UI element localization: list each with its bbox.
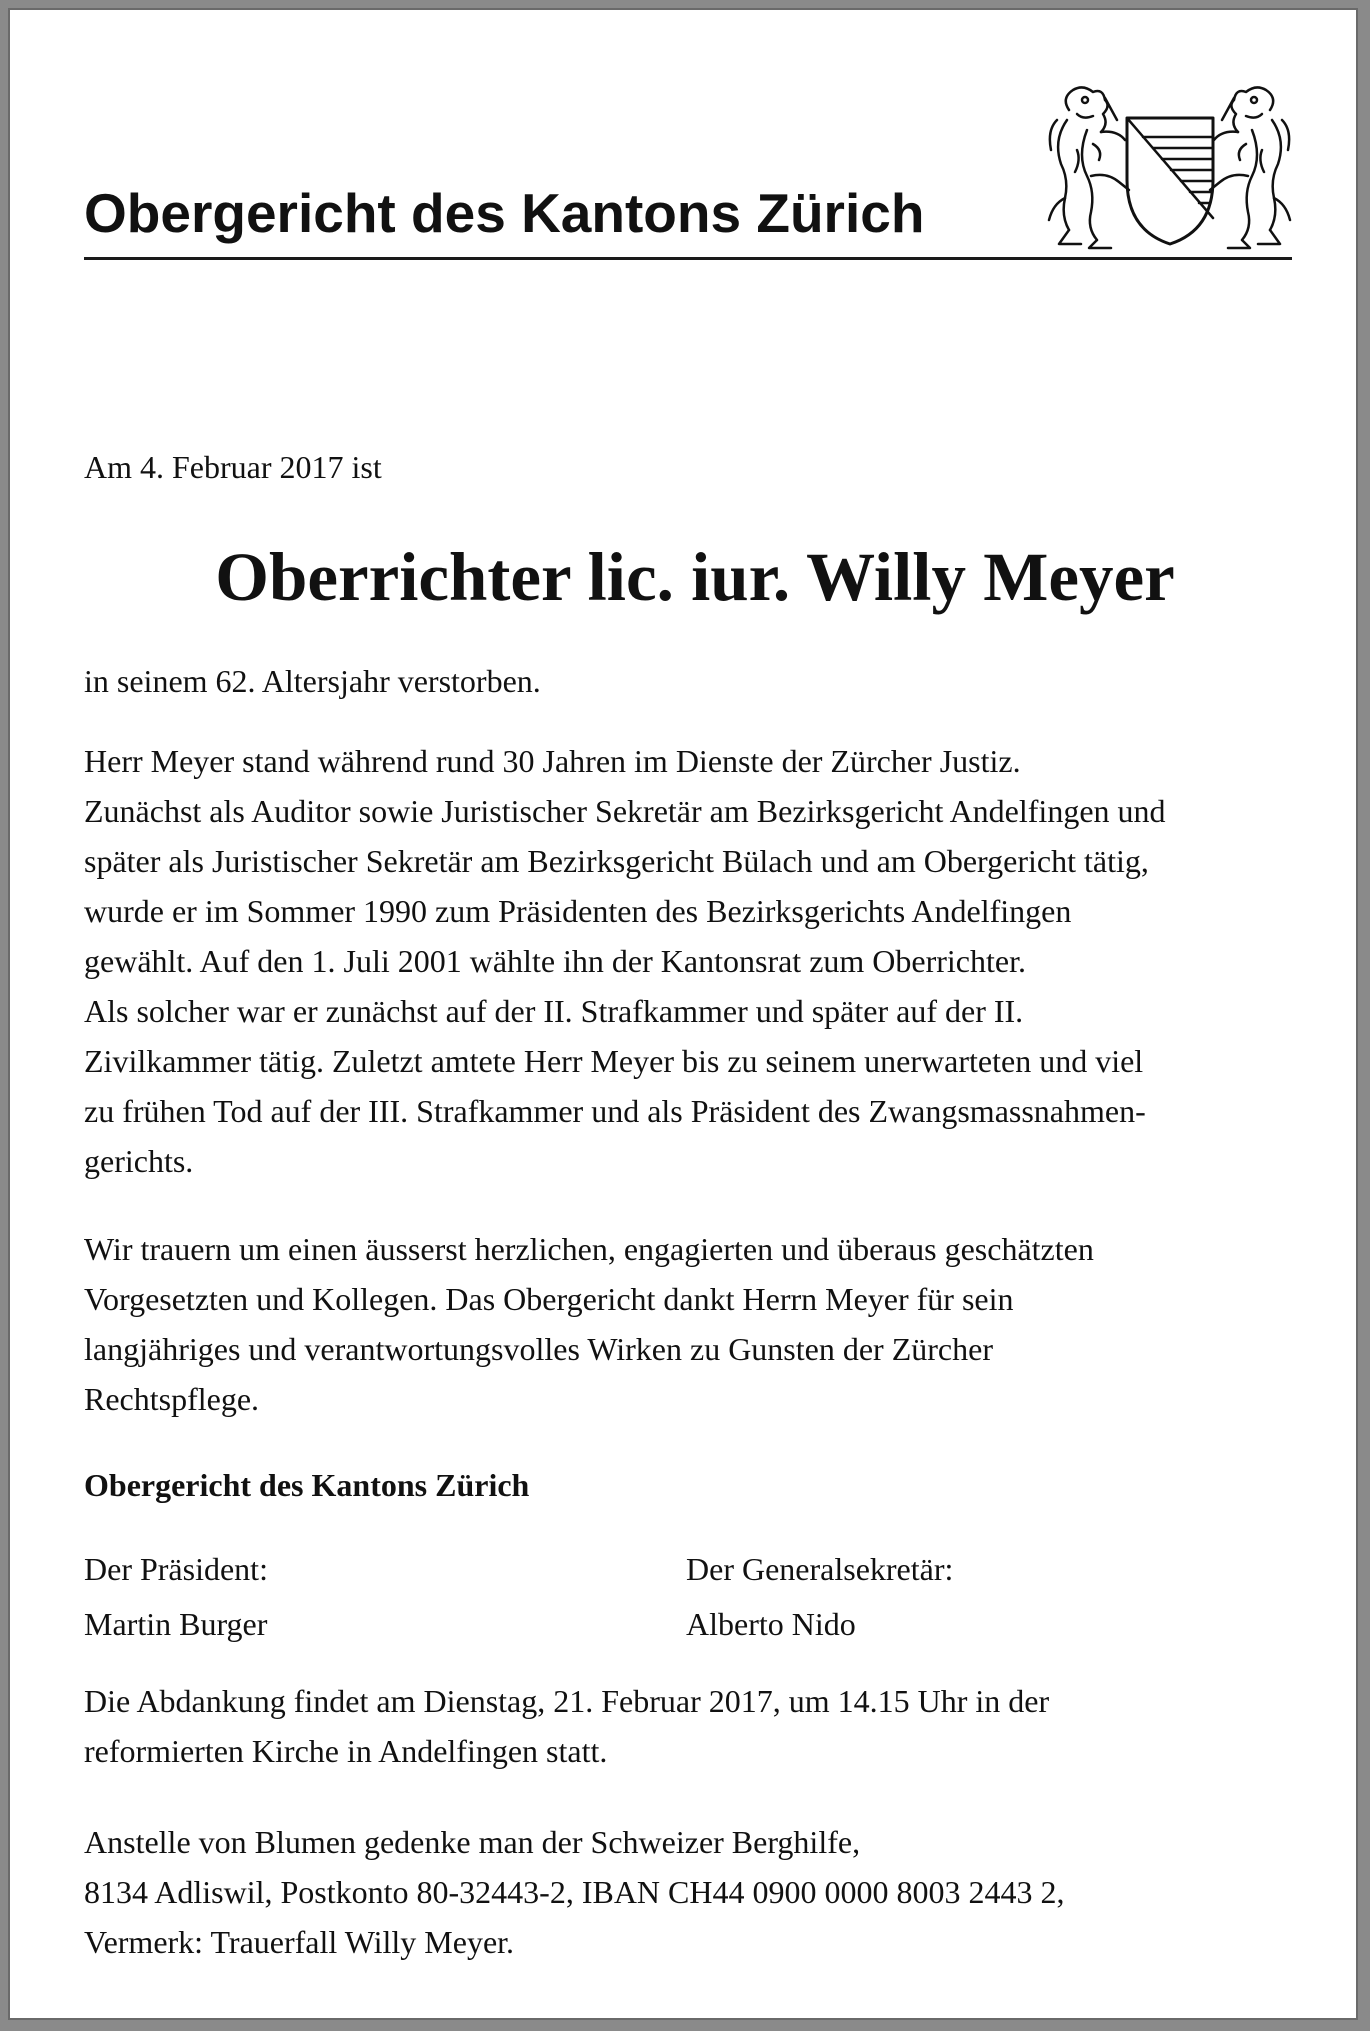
- funeral-paragraph: [84, 1676, 1304, 1776]
- paragraph-line: Zivilkammer tätig. Zuletzt amtete Herr Meyer bis zu seinem unerwarteten und viel: [84, 1043, 1144, 1079]
- paragraph-line: Zunächst als Auditor sowie Juristischer Sekretär am Bezirksgericht Andelfingen und: [84, 793, 1166, 829]
- paragraph-line: 8134 Adliswil, Postkonto 80-32443-2, IBAN CH44 0900 0000 8003 2443 2,: [84, 1874, 1065, 1910]
- secretary-name: Alberto Nido: [686, 1606, 856, 1642]
- paragraph-line: später als Juristischer Sekretär am Bezirksgericht Bülach und am Obergericht tätig,: [84, 843, 1149, 879]
- president-signature: [84, 1542, 268, 1652]
- court-title: Obergericht des Kantons Zürich: [84, 182, 925, 244]
- paragraph-line: gerichts.: [84, 1143, 194, 1179]
- paragraph-line: Vermerk: Trauerfall Willy Meyer.: [84, 1924, 515, 1960]
- donation-paragraph: [84, 1817, 1304, 1967]
- paragraph-line: Die Abdankung findet am Dienstag, 21. Februar 2017, um 14.15 Uhr in der: [84, 1683, 1050, 1719]
- paragraph-line: Vorgesetzten und Kollegen. Das Obergericht dankt Herrn Meyer für sein: [84, 1281, 1014, 1317]
- obituary-page: [8, 8, 1358, 2020]
- secretary-signature: [686, 1542, 953, 1652]
- paragraph-line: zu frühen Tod auf der III. Strafkammer und als Präsident des Zwangsmassnahmen-: [84, 1093, 1146, 1129]
- paragraph-line: Rechtspflege.: [84, 1381, 260, 1417]
- paragraph-line: reformierten Kirche in Andelfingen statt.: [84, 1733, 608, 1769]
- paragraph-line: langjähriges und verantwortungsvolles Wirken zu Gunsten der Zürcher: [84, 1331, 993, 1367]
- president-name: Martin Burger: [84, 1606, 268, 1642]
- intro-text: Am 4. Februar 2017 ist: [84, 449, 382, 485]
- after-name-text: in seinem 62. Altersjahr verstorben.: [84, 663, 541, 699]
- paragraph-line: Als solcher war er zunächst auf der II. Strafkammer und später auf der II.: [84, 993, 1024, 1029]
- paragraph-line: wurde er im Sommer 1990 zum Präsidenten des Bezirksgerichts Andelfingen: [84, 893, 1072, 929]
- secretary-label: Der Generalsekretär:: [686, 1551, 954, 1587]
- signature-court: Obergericht des Kantons Zürich: [84, 1467, 530, 1503]
- header: [84, 80, 1292, 260]
- deceased-name: Oberrichter lic. iur. Willy Meyer: [215, 539, 1175, 615]
- paragraph-line: Anstelle von Blumen gedenke man der Schweizer Berghilfe,: [84, 1824, 861, 1860]
- paragraph-line: Wir trauern um einen äusserst herzlichen, engagierten und überaus geschätzten: [84, 1231, 1094, 1267]
- paragraph-line: gewählt. Auf den 1. Juli 2001 wählte ihn der Kantonsrat zum Oberrichter.: [84, 943, 1026, 979]
- zurich-coat-of-arms-icon: [1047, 80, 1292, 250]
- president-label: Der Präsident:: [84, 1551, 268, 1587]
- career-paragraph: [84, 736, 1304, 1186]
- paragraph-line: Herr Meyer stand während rund 30 Jahren im Dienste der Zürcher Justiz.: [84, 743, 1021, 779]
- mourning-paragraph: [84, 1224, 1304, 1424]
